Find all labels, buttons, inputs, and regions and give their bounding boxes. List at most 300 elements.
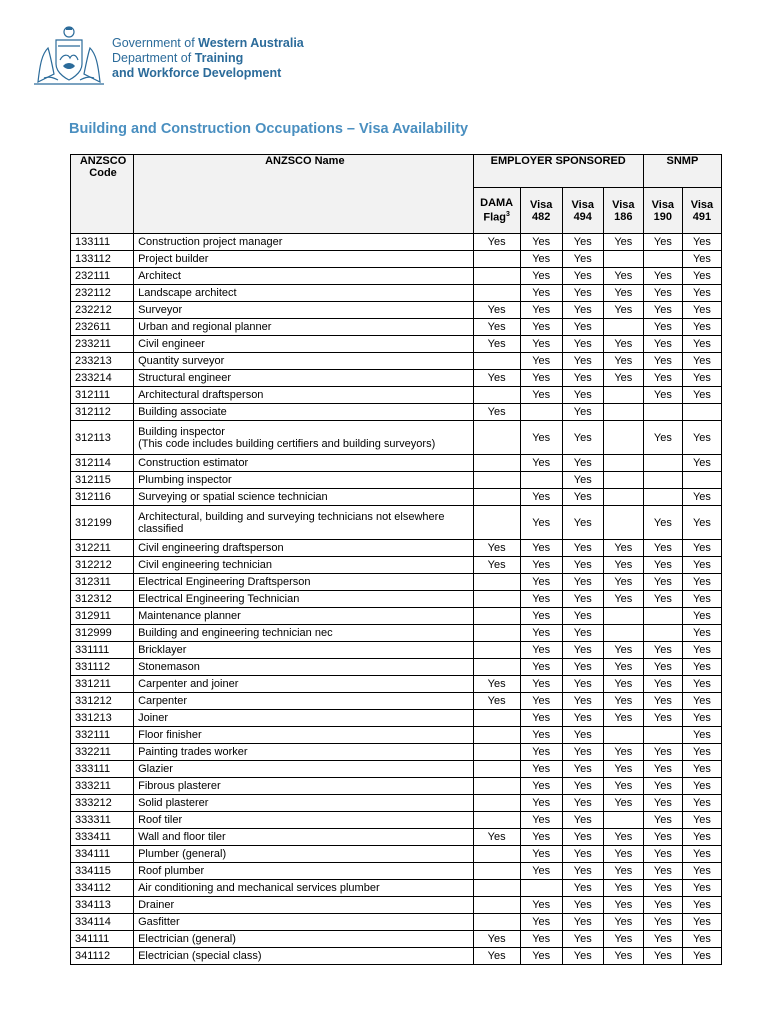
cell-visa-availability: Yes	[520, 387, 562, 404]
cell-anzsco-name: Quantity surveyor	[134, 353, 474, 370]
cell-visa-availability: Yes	[520, 625, 562, 642]
cell-visa-availability: Yes	[562, 387, 603, 404]
cell-visa-availability: Yes	[603, 302, 643, 319]
cell-visa-availability: Yes	[520, 421, 562, 455]
cell-anzsco-name: Civil engineering technician	[134, 557, 474, 574]
cell-anzsco-name: Civil engineering draftsperson	[134, 540, 474, 557]
cell-anzsco-name: Plumbing inspector	[134, 472, 474, 489]
cell-visa-availability: Yes	[562, 268, 603, 285]
cell-visa-availability: Yes	[682, 319, 721, 336]
cell-anzsco-code: 312114	[71, 455, 134, 472]
cell-visa-availability: Yes	[562, 897, 603, 914]
table-row	[71, 710, 722, 727]
cell-anzsco-code: 331213	[71, 710, 134, 727]
cell-visa-availability: Yes	[603, 676, 643, 693]
header-visa-491: Visa 491	[682, 188, 721, 234]
cell-visa-availability: Yes	[562, 676, 603, 693]
cell-visa-availability: Yes	[682, 846, 721, 863]
visa-availability-table	[70, 154, 722, 965]
cell-anzsco-code: 332211	[71, 744, 134, 761]
cell-visa-availability: Yes	[682, 455, 721, 472]
cell-anzsco-name: Electrical Engineering Draftsperson	[134, 574, 474, 591]
cell-visa-availability: Yes	[643, 880, 682, 897]
cell-visa-availability	[473, 727, 520, 744]
cell-visa-availability: Yes	[473, 693, 520, 710]
cell-visa-availability: Yes	[682, 863, 721, 880]
cell-visa-availability: Yes	[603, 659, 643, 676]
cell-anzsco-name: Architectural, building and surveying technicians not elsewhere classified	[134, 506, 474, 540]
cell-anzsco-code: 232212	[71, 302, 134, 319]
cell-visa-availability: Yes	[603, 863, 643, 880]
table-row	[71, 914, 722, 931]
cell-visa-availability: Yes	[520, 761, 562, 778]
cell-anzsco-code: 233213	[71, 353, 134, 370]
cell-anzsco-name: Air conditioning and mechanical services plumber	[134, 880, 474, 897]
cell-visa-availability	[520, 880, 562, 897]
cell-anzsco-code: 333111	[71, 761, 134, 778]
cell-visa-availability: Yes	[520, 540, 562, 557]
cell-anzsco-code: 312116	[71, 489, 134, 506]
table-row	[71, 642, 722, 659]
cell-anzsco-name: Building associate	[134, 404, 474, 421]
cell-visa-availability: Yes	[682, 761, 721, 778]
cell-visa-availability: Yes	[682, 608, 721, 625]
cell-anzsco-code: 312312	[71, 591, 134, 608]
cell-visa-availability	[473, 744, 520, 761]
cell-visa-availability	[603, 812, 643, 829]
table-row	[71, 268, 722, 285]
cell-visa-availability	[473, 710, 520, 727]
cell-visa-availability: Yes	[643, 744, 682, 761]
cell-visa-availability: Yes	[562, 608, 603, 625]
cell-visa-availability: Yes	[562, 642, 603, 659]
cell-visa-availability	[603, 506, 643, 540]
cell-anzsco-code: 312112	[71, 404, 134, 421]
cell-visa-availability	[682, 404, 721, 421]
cell-visa-availability: Yes	[682, 948, 721, 965]
cell-visa-availability: Yes	[562, 812, 603, 829]
cell-visa-availability: Yes	[520, 778, 562, 795]
cell-visa-availability	[473, 421, 520, 455]
cell-visa-availability	[473, 778, 520, 795]
cell-visa-availability: Yes	[682, 591, 721, 608]
cell-visa-availability: Yes	[562, 506, 603, 540]
cell-anzsco-name: Roof plumber	[134, 863, 474, 880]
cell-visa-availability	[473, 897, 520, 914]
cell-visa-availability: Yes	[643, 268, 682, 285]
cell-visa-availability: Yes	[643, 370, 682, 387]
cell-anzsco-name: Carpenter and joiner	[134, 676, 474, 693]
organisation-name: Government of Western Australia Department of Training and Workforce Development	[112, 36, 304, 80]
table-row	[71, 353, 722, 370]
cell-anzsco-name: Building inspector (This code includes building certifiers and building surveyors)	[134, 421, 474, 455]
cell-anzsco-code: 133111	[71, 234, 134, 251]
cell-visa-availability: Yes	[562, 404, 603, 421]
cell-anzsco-name: Wall and floor tiler	[134, 829, 474, 846]
cell-visa-availability: Yes	[682, 829, 721, 846]
cell-visa-availability: Yes	[473, 370, 520, 387]
table-row	[71, 489, 722, 506]
cell-anzsco-name: Fibrous plasterer	[134, 778, 474, 795]
cell-visa-availability: Yes	[682, 336, 721, 353]
table-row	[71, 540, 722, 557]
table-row	[71, 625, 722, 642]
cell-visa-availability: Yes	[562, 863, 603, 880]
header-visa-482: Visa 482	[520, 188, 562, 234]
table-row	[71, 557, 722, 574]
cell-visa-availability: Yes	[643, 710, 682, 727]
cell-anzsco-code: 334111	[71, 846, 134, 863]
cell-visa-availability	[473, 608, 520, 625]
table-row	[71, 574, 722, 591]
cell-visa-availability	[603, 727, 643, 744]
cell-anzsco-code: 312211	[71, 540, 134, 557]
cell-visa-availability: Yes	[562, 336, 603, 353]
cell-anzsco-code: 312115	[71, 472, 134, 489]
cell-visa-availability: Yes	[643, 829, 682, 846]
cell-visa-availability: Yes	[603, 234, 643, 251]
cell-visa-availability	[603, 472, 643, 489]
table-row	[71, 387, 722, 404]
cell-visa-availability: Yes	[682, 557, 721, 574]
cell-anzsco-code: 232611	[71, 319, 134, 336]
cell-visa-availability	[473, 472, 520, 489]
cell-visa-availability: Yes	[562, 251, 603, 268]
cell-visa-availability	[473, 863, 520, 880]
cell-visa-availability: Yes	[562, 659, 603, 676]
cell-visa-availability: Yes	[603, 829, 643, 846]
table-row	[71, 744, 722, 761]
cell-visa-availability: Yes	[643, 931, 682, 948]
cell-visa-availability: Yes	[520, 931, 562, 948]
cell-anzsco-code: 331212	[71, 693, 134, 710]
cell-visa-availability: Yes	[643, 540, 682, 557]
cell-visa-availability: Yes	[520, 574, 562, 591]
cell-visa-availability: Yes	[643, 285, 682, 302]
table-row	[71, 761, 722, 778]
cell-visa-availability: Yes	[562, 234, 603, 251]
cell-visa-availability	[643, 608, 682, 625]
cell-visa-availability: Yes	[473, 319, 520, 336]
cell-visa-availability: Yes	[520, 744, 562, 761]
cell-anzsco-name: Architectural draftsperson	[134, 387, 474, 404]
cell-visa-availability: Yes	[682, 251, 721, 268]
table-row	[71, 455, 722, 472]
cell-visa-availability: Yes	[520, 642, 562, 659]
cell-anzsco-name: Surveyor	[134, 302, 474, 319]
cell-visa-availability	[473, 506, 520, 540]
cell-visa-availability	[473, 642, 520, 659]
cell-visa-availability: Yes	[562, 846, 603, 863]
page-header	[30, 24, 430, 88]
cell-visa-availability: Yes	[643, 591, 682, 608]
cell-visa-availability: Yes	[562, 421, 603, 455]
cell-visa-availability: Yes	[603, 931, 643, 948]
cell-visa-availability: Yes	[603, 370, 643, 387]
cell-visa-availability: Yes	[562, 625, 603, 642]
cell-visa-availability: Yes	[520, 336, 562, 353]
cell-visa-availability: Yes	[643, 795, 682, 812]
cell-visa-availability	[643, 625, 682, 642]
cell-visa-availability: Yes	[520, 506, 562, 540]
cell-visa-availability: Yes	[520, 489, 562, 506]
page-title: Building and Construction Occupations – Visa Availability	[69, 121, 469, 137]
cell-visa-availability: Yes	[473, 829, 520, 846]
cell-visa-availability: Yes	[520, 455, 562, 472]
table-row	[71, 880, 722, 897]
cell-visa-availability: Yes	[643, 676, 682, 693]
table-row	[71, 404, 722, 421]
cell-visa-availability: Yes	[643, 812, 682, 829]
cell-visa-availability	[473, 251, 520, 268]
cell-visa-availability: Yes	[682, 506, 721, 540]
cell-visa-availability: Yes	[682, 285, 721, 302]
cell-anzsco-name: Solid plasterer	[134, 795, 474, 812]
cell-anzsco-code: 341111	[71, 931, 134, 948]
cell-visa-availability: Yes	[682, 795, 721, 812]
cell-visa-availability	[473, 880, 520, 897]
cell-visa-availability: Yes	[603, 897, 643, 914]
cell-visa-availability	[473, 625, 520, 642]
table-row	[71, 931, 722, 948]
cell-anzsco-code: 232111	[71, 268, 134, 285]
header-employer-sponsored: EMPLOYER SPONSORED	[473, 155, 643, 188]
cell-visa-availability: Yes	[603, 574, 643, 591]
cell-visa-availability: Yes	[562, 557, 603, 574]
cell-anzsco-name: Structural engineer	[134, 370, 474, 387]
cell-visa-availability: Yes	[473, 336, 520, 353]
cell-visa-availability: Yes	[643, 863, 682, 880]
cell-visa-availability: Yes	[682, 659, 721, 676]
cell-visa-availability: Yes	[603, 693, 643, 710]
cell-visa-availability: Yes	[682, 387, 721, 404]
cell-visa-availability: Yes	[520, 914, 562, 931]
cell-anzsco-name: Drainer	[134, 897, 474, 914]
table-row	[71, 676, 722, 693]
cell-visa-availability: Yes	[562, 472, 603, 489]
cell-visa-availability: Yes	[520, 693, 562, 710]
header-snmp: SNMP	[643, 155, 721, 188]
cell-visa-availability: Yes	[473, 302, 520, 319]
header-visa-186: Visa 186	[603, 188, 643, 234]
cell-visa-availability: Yes	[682, 234, 721, 251]
cell-visa-availability: Yes	[682, 897, 721, 914]
cell-visa-availability: Yes	[643, 642, 682, 659]
cell-anzsco-name: Maintenance planner	[134, 608, 474, 625]
cell-visa-availability	[473, 387, 520, 404]
cell-visa-availability	[473, 846, 520, 863]
table-row	[71, 506, 722, 540]
table-row	[71, 812, 722, 829]
cell-visa-availability: Yes	[682, 778, 721, 795]
cell-visa-availability: Yes	[603, 710, 643, 727]
cell-visa-availability: Yes	[603, 285, 643, 302]
cell-visa-availability: Yes	[520, 319, 562, 336]
cell-visa-availability: Yes	[562, 319, 603, 336]
cell-visa-availability: Yes	[562, 370, 603, 387]
cell-visa-availability: Yes	[682, 880, 721, 897]
cell-visa-availability: Yes	[682, 302, 721, 319]
table-row	[71, 778, 722, 795]
cell-anzsco-code: 331112	[71, 659, 134, 676]
cell-anzsco-code: 312999	[71, 625, 134, 642]
cell-visa-availability: Yes	[682, 353, 721, 370]
cell-anzsco-code: 312212	[71, 557, 134, 574]
cell-visa-availability: Yes	[643, 693, 682, 710]
cell-anzsco-name: Plumber (general)	[134, 846, 474, 863]
cell-visa-availability: Yes	[603, 642, 643, 659]
cell-visa-availability	[520, 472, 562, 489]
cell-anzsco-name: Floor finisher	[134, 727, 474, 744]
cell-visa-availability: Yes	[520, 370, 562, 387]
table-row	[71, 319, 722, 336]
table-row	[71, 795, 722, 812]
cell-visa-availability	[643, 251, 682, 268]
cell-visa-availability: Yes	[520, 812, 562, 829]
cell-anzsco-name: Urban and regional planner	[134, 319, 474, 336]
cell-anzsco-name: Joiner	[134, 710, 474, 727]
cell-visa-availability: Yes	[603, 353, 643, 370]
cell-visa-availability: Yes	[473, 676, 520, 693]
cell-visa-availability: Yes	[643, 353, 682, 370]
cell-anzsco-name: Landscape architect	[134, 285, 474, 302]
table-row	[71, 897, 722, 914]
table-row	[71, 285, 722, 302]
cell-visa-availability	[603, 404, 643, 421]
cell-anzsco-name: Glazier	[134, 761, 474, 778]
cell-visa-availability: Yes	[520, 897, 562, 914]
table-row	[71, 727, 722, 744]
header-anzsco-name: ANZSCO Name	[134, 155, 474, 234]
cell-visa-availability: Yes	[520, 795, 562, 812]
cell-visa-availability: Yes	[643, 387, 682, 404]
cell-visa-availability	[603, 421, 643, 455]
table-row	[71, 608, 722, 625]
cell-anzsco-code: 341112	[71, 948, 134, 965]
cell-visa-availability: Yes	[473, 404, 520, 421]
table-row	[71, 693, 722, 710]
cell-visa-availability: Yes	[682, 489, 721, 506]
cell-visa-availability: Yes	[682, 676, 721, 693]
cell-visa-availability: Yes	[520, 268, 562, 285]
cell-visa-availability: Yes	[473, 540, 520, 557]
cell-visa-availability: Yes	[562, 302, 603, 319]
cell-visa-availability	[682, 472, 721, 489]
cell-anzsco-name: Surveying or spatial science technician	[134, 489, 474, 506]
wa-coat-of-arms-icon	[30, 24, 108, 86]
cell-anzsco-code: 133112	[71, 251, 134, 268]
cell-visa-availability: Yes	[643, 761, 682, 778]
cell-visa-availability: Yes	[520, 659, 562, 676]
cell-anzsco-code: 333212	[71, 795, 134, 812]
cell-anzsco-name: Roof tiler	[134, 812, 474, 829]
cell-visa-availability: Yes	[562, 693, 603, 710]
cell-anzsco-code: 312911	[71, 608, 134, 625]
cell-anzsco-code: 334115	[71, 863, 134, 880]
table-row	[71, 302, 722, 319]
cell-visa-availability: Yes	[520, 710, 562, 727]
cell-visa-availability	[473, 455, 520, 472]
cell-visa-availability	[473, 285, 520, 302]
cell-anzsco-code: 332111	[71, 727, 134, 744]
cell-anzsco-name: Building and engineering technician nec	[134, 625, 474, 642]
cell-anzsco-name: Construction project manager	[134, 234, 474, 251]
cell-visa-availability: Yes	[682, 268, 721, 285]
cell-visa-availability: Yes	[682, 710, 721, 727]
cell-anzsco-name: Project builder	[134, 251, 474, 268]
cell-visa-availability: Yes	[643, 421, 682, 455]
cell-visa-availability	[603, 251, 643, 268]
cell-anzsco-code: 312113	[71, 421, 134, 455]
cell-anzsco-code: 312111	[71, 387, 134, 404]
cell-anzsco-code: 233214	[71, 370, 134, 387]
cell-visa-availability: Yes	[643, 336, 682, 353]
table-row	[71, 251, 722, 268]
cell-visa-availability: Yes	[643, 557, 682, 574]
cell-visa-availability	[643, 489, 682, 506]
cell-visa-availability: Yes	[643, 659, 682, 676]
cell-visa-availability: Yes	[603, 744, 643, 761]
cell-visa-availability: Yes	[473, 931, 520, 948]
cell-visa-availability	[643, 455, 682, 472]
cell-visa-availability: Yes	[520, 676, 562, 693]
cell-anzsco-code: 331111	[71, 642, 134, 659]
cell-anzsco-name: Stonemason	[134, 659, 474, 676]
cell-visa-availability: Yes	[562, 744, 603, 761]
cell-visa-availability: Yes	[562, 948, 603, 965]
cell-visa-availability: Yes	[473, 948, 520, 965]
cell-visa-availability: Yes	[562, 880, 603, 897]
cell-anzsco-name: Architect	[134, 268, 474, 285]
cell-anzsco-name: Painting trades worker	[134, 744, 474, 761]
cell-visa-availability: Yes	[520, 727, 562, 744]
cell-visa-availability	[473, 574, 520, 591]
cell-visa-availability: Yes	[520, 863, 562, 880]
cell-visa-availability: Yes	[473, 557, 520, 574]
cell-visa-availability: Yes	[520, 591, 562, 608]
cell-visa-availability: Yes	[682, 642, 721, 659]
table-row	[71, 421, 722, 455]
cell-visa-availability	[603, 608, 643, 625]
cell-visa-availability: Yes	[520, 948, 562, 965]
cell-anzsco-code: 333311	[71, 812, 134, 829]
cell-anzsco-code: 334114	[71, 914, 134, 931]
cell-visa-availability: Yes	[520, 829, 562, 846]
cell-visa-availability	[603, 387, 643, 404]
header-anzsco-code: ANZSCO Code	[71, 155, 134, 234]
cell-anzsco-name: Civil engineer	[134, 336, 474, 353]
cell-anzsco-name: Construction estimator	[134, 455, 474, 472]
cell-visa-availability: Yes	[643, 302, 682, 319]
table-row	[71, 659, 722, 676]
cell-anzsco-name: Electrician (special class)	[134, 948, 474, 965]
cell-visa-availability: Yes	[643, 914, 682, 931]
cell-visa-availability: Yes	[682, 727, 721, 744]
cell-visa-availability	[473, 268, 520, 285]
cell-visa-availability: Yes	[682, 931, 721, 948]
cell-visa-availability	[473, 812, 520, 829]
cell-visa-availability	[643, 472, 682, 489]
header-visa-190: Visa 190	[643, 188, 682, 234]
cell-visa-availability: Yes	[562, 591, 603, 608]
cell-visa-availability: Yes	[603, 795, 643, 812]
table-row	[71, 948, 722, 965]
cell-visa-availability: Yes	[562, 727, 603, 744]
cell-visa-availability: Yes	[520, 353, 562, 370]
cell-visa-availability: Yes	[643, 846, 682, 863]
cell-visa-availability	[473, 353, 520, 370]
cell-visa-availability: Yes	[682, 421, 721, 455]
